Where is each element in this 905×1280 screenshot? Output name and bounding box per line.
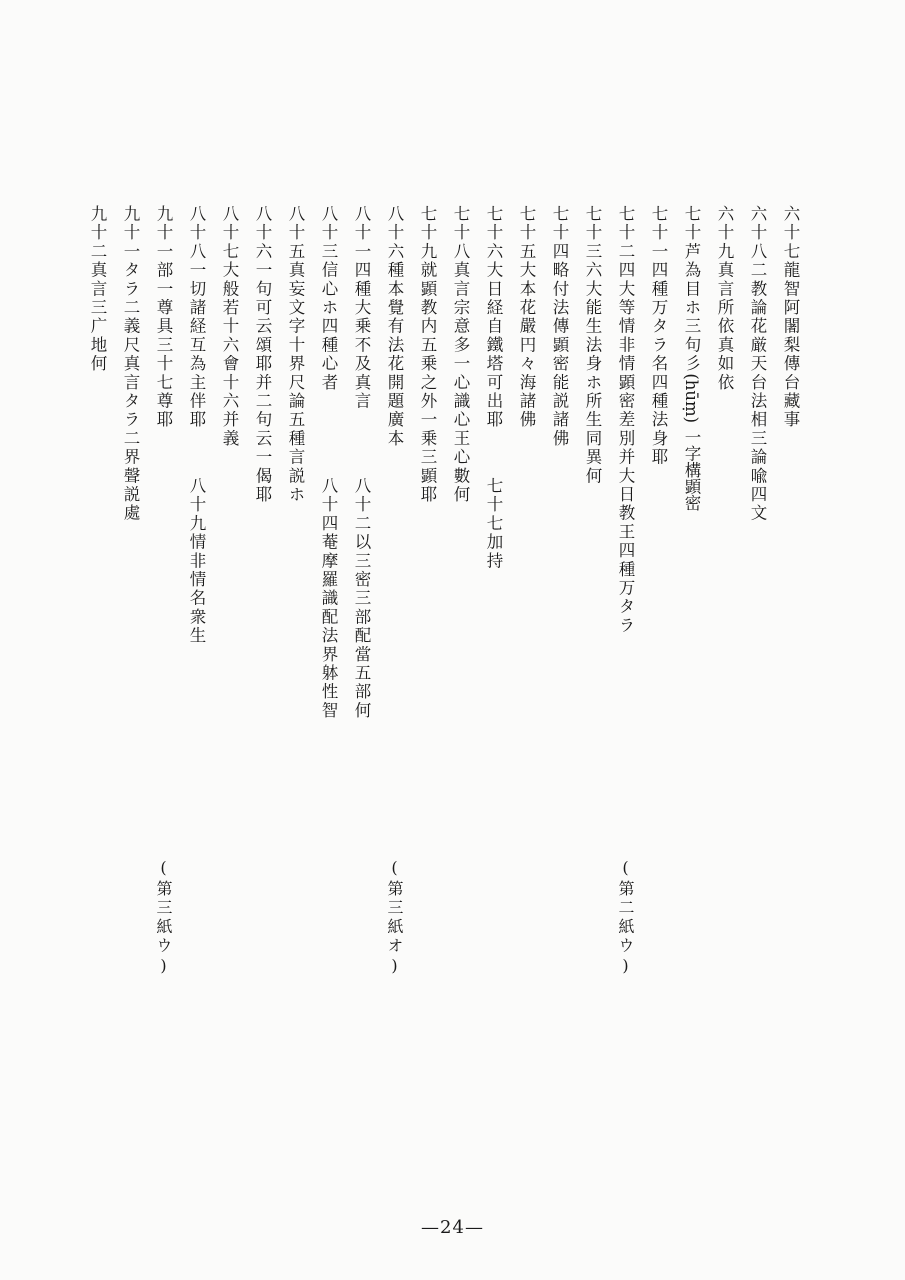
marker-sheet-3-recto: (第三紙オ) [385, 858, 404, 978]
entry-86: 八十六一句可云頌耶并二句云一偈耶 [253, 205, 272, 505]
entry-75: 七十五大本花嚴円々海諸佛 [517, 205, 536, 430]
entry-81: 八十一四種大乗不及真言 [352, 205, 371, 411]
entry-79: 七十九就顕教内五乗之外一乗三顕耶 [418, 205, 437, 505]
marker-sheet-2-verso: (第二紙ウ) [616, 858, 635, 978]
entry-84: 八十四菴摩羅識配法界躰性智 [319, 477, 338, 721]
entry-73: 七十三六大能生法身ホ所生同異何 [583, 205, 602, 486]
entry-77: 七十七加持 [484, 477, 503, 571]
entry-83: 八十三信心ホ四種心者 [319, 205, 338, 392]
entry-88: 八十八一切諸経互為主伴耶 [187, 205, 206, 430]
entry-87: 八十七大般若十六會十六并義 [220, 205, 239, 449]
hum-glyph-icon: 彡 [682, 354, 701, 374]
entry-78: 七十八真言宗意多一心識心王心數何 [451, 205, 470, 505]
entry-70 [679, 205, 701, 511]
entry-71: 七十一四種万タラ名四種法身耶 [649, 205, 668, 467]
entry-69: 六十九真言所依真如依 [715, 205, 734, 392]
entry-89: 八十九情非情名衆生 [187, 477, 206, 646]
entry-82: 八十二以三密三部配當五部何 [352, 477, 371, 721]
entry-70-head: 七十芦為目ホ三句 [682, 205, 701, 355]
entry-74: 七十四略付法傳顕密能説諸佛 [550, 205, 569, 449]
entry-76: 七十六大日経自鐵塔可出耶 [484, 205, 503, 430]
marker-sheet-3-verso: (第三紙ウ) [154, 858, 173, 978]
entry-67: 六十七龍智阿闍梨傳台藏事 [781, 205, 800, 430]
entry-70-tail: (hūṃ) 一字構顕密 [682, 373, 701, 511]
entry-91: 九十一タラ二義尺真言タラ二界聲説處 [121, 205, 140, 523]
entry-90: 九十一部一尊具三十七尊耶 [154, 205, 173, 430]
entry-92: 九十二真言三广地何 [88, 205, 107, 374]
entry-80: 八十六種本覺有法花開題廣本 [385, 205, 404, 449]
entry-68: 六十八二教論花厳天台法相三論喩四文 [748, 205, 767, 523]
entry-85: 八十五真妄文字十界尺論五種言説ホ [286, 205, 305, 505]
page-number: —24— [421, 1217, 484, 1238]
entry-72: 七十二四大等情非情顕密差別并大日教王四種万タラ [616, 205, 635, 636]
